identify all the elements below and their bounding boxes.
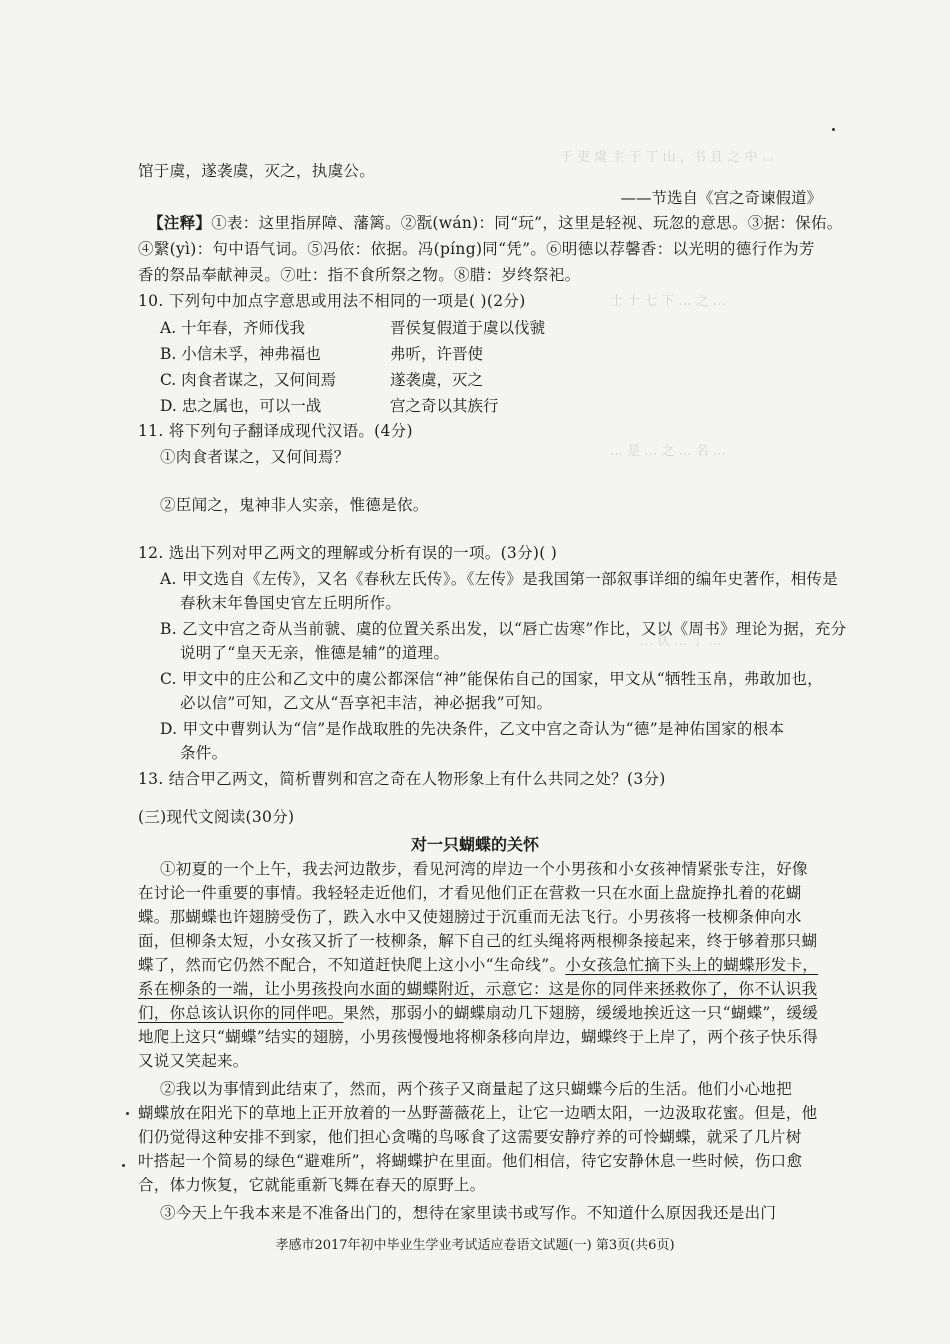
q10-option-c-right: 遂袭虞，灭之: [390, 371, 484, 389]
scan-speck: [122, 1164, 125, 1167]
q10-option-d-right: 宫之奇以其族行: [390, 397, 499, 415]
notes-text-1: ①表：这里指屏障、藩篱。②翫(wán)：同“玩”，这里是轻视、玩忽的意思。③据：保佑。: [211, 214, 843, 232]
q10-option-a-right: 晋侯复假道于虞以伐虢: [390, 319, 546, 337]
question-12-stem: 12. 选出下列对甲乙两文的理解或分析有误的一项。(3分)( ): [138, 544, 558, 562]
paragraph-1-line-mixed: [138, 1002, 818, 1024]
notes-line-3: 香的祭品奉献神灵。⑦吐：指不食所祭之物。⑧腊：岁终祭祀。: [138, 266, 581, 284]
bleed-through-text: … 是 … 之 … 名 …: [610, 444, 726, 459]
paragraph-1-text: 蝶了，然而它仍然不配合，不知道赶快爬上这小小“生命线”。: [138, 956, 566, 974]
q12-line: 条件。: [180, 744, 228, 762]
paragraph-2-line: ②我以为事情到此结束了，然而，两个孩子又商量起了这只蝴蝶今后的生活。他们小心地把: [160, 1080, 793, 1098]
passage-source: ——节选自《宫之奇谏假道》: [620, 189, 822, 207]
q10-option-d-left: D. 忠之属也，可以一战: [160, 397, 322, 415]
scan-speck: [832, 128, 835, 131]
q12-line: 春秋末年鲁国史官左丘明所作。: [180, 594, 402, 612]
paragraph-2-line: 蝴蝶放在阳光下的草地上正开放着的一丛野蔷薇花上，让它一边晒太阳，一边汲取花蜜。但是，他: [138, 1104, 818, 1122]
underlined-sentence-part-3: 们，你总该认识你的同伴吧。: [138, 1004, 344, 1022]
paragraph-1-line: 又说又笑起来。: [138, 1052, 249, 1070]
paragraph-3-line: ③今天上午我本来是不准备出门的，想待在家里读书或写作。不知道什么原因我还是出门: [160, 1204, 777, 1222]
notes-line-1: [148, 212, 843, 234]
q10-option-c-left: C. 肉食者谋之，又何间焉: [160, 371, 337, 389]
paragraph-1-line: 在讨论一件重要的事情。我轻轻走近他们，才看见他们正在营救一只在水面上盘旋挣扎着的花蝴: [138, 884, 802, 902]
bleed-through-text: 于 吏 虞 主 于 丁 山 ，书 且 之 中 …: [560, 150, 775, 165]
q11-item-1: ①肉食者谋之，又何间焉？: [160, 448, 350, 466]
q12-line: 说明了“皇天无亲，惟德是辅”的道理。: [180, 644, 450, 662]
q12-line: B. 乙文中宫之奇从当前虢、虞的位置关系出发，以“唇亡齿寒”作比，又以《周书》理论为据，充分: [160, 620, 847, 638]
question-10-stem: 10. 下列句中加点字意思或用法不相同的一项是( )(2分): [138, 292, 526, 310]
paragraph-1-line: 面，但柳条太短，小女孩又折了一枝柳条，解下自己的红头绳将两根柳条接起来，终于够着那只蝴: [138, 932, 818, 950]
underlined-sentence-part-2: [138, 978, 818, 1000]
paragraph-1-text-tail: 果然，那弱小的蝴蝶扇动几下翅膀，缓缓地挨近这一只“蝴蝶”，缓缓: [343, 1004, 819, 1022]
paragraph-2-line: 合，体力恢复，它就能重新飞舞在春天的原野上。: [138, 1176, 486, 1194]
question-13-stem: 13. 结合甲乙两文，简析曹刿和宫之奇在人物形象上有什么共同之处？(3分): [138, 770, 666, 788]
passage-closing-line: 馆于虞，遂袭虞，灭之，执虞公。: [138, 162, 376, 180]
paragraph-2-line: 叶搭起一个简易的绿色“避难所”，将蝴蝶护在里面。他们相信，待它安静休息一些时候，伤口愈: [138, 1152, 803, 1170]
question-11-stem: 11. 将下列句子翻译成现代汉语。(4分): [138, 422, 413, 440]
q10-option-b-right: 弗听，许晋使: [390, 345, 484, 363]
q12-line: A. 甲文选自《左传》，又名《春秋左氏传》。《左传》是我国第一部叙事详细的编年史著作，相传是: [160, 570, 839, 588]
paragraph-1-line: ①初夏的一个上午，我去河边散步，看见河湾的岸边一个小男孩和小女孩神情紧张专注，好像: [160, 860, 808, 878]
q12-line: C. 甲文中的庄公和乙文中的虞公都深信“神”能保佑自己的国家，甲文从“牺牲玉帛，弗敢加也，: [160, 670, 823, 688]
q10-option-b-left: B. 小信未孚，神弗福也: [160, 345, 321, 363]
notes-label: 【注释】: [148, 213, 212, 232]
underlined-text: 系在柳条的一端，让小男孩投向水面的蝴蝶附近，示意它：这是你的同伴来拯救你了，你不认识我: [138, 980, 818, 998]
article-title: 对一只蝴蝶的关怀: [410, 835, 539, 854]
q10-option-a-left: A. 十年春，齐师伐我: [160, 319, 306, 337]
q12-line: 必以信”可知，乙文从“吾享祀丰洁，神必据我”可知。: [180, 694, 553, 712]
scan-speck: [126, 1112, 129, 1115]
paragraph-1-line-with-underline: [138, 954, 818, 976]
bleed-through-text: 士 十 七 下 … 之 …: [610, 294, 726, 309]
q11-item-2: ②臣闻之，鬼神非人实亲，惟德是依。: [160, 496, 429, 514]
page-footer: 孝感市2017年初中毕业生学业考试适应卷语文试题(一) 第3页(共6页): [275, 1238, 675, 1253]
paragraph-1-line: 地爬上这只“蝴蝶”结实的翅膀，小男孩慢慢地将柳条移向岸边，蝴蝶终于上岸了，两个孩子快乐得: [138, 1028, 819, 1046]
section-heading: (三)现代文阅读(30分): [138, 808, 295, 826]
underlined-sentence-part-1: 小女孩急忙摘下头上的蝴蝶形发卡，: [565, 956, 819, 974]
q12-line: D. 甲文中曹刿认为“信”是作战取胜的先决条件，乙文中宫之奇认为“德”是神佑国家的根本: [160, 720, 785, 738]
notes-line-2: ④繄(yì)：句中语气词。⑤冯依：依据。冯(píng)同“凭”。⑥明德以荐馨香：以光明的德行作为芳: [138, 240, 815, 258]
bleed-through-text: … 认 … 了 …: [640, 634, 722, 649]
paragraph-1-line: 蝶。那蝴蝶也许翅膀受伤了，跌入水中又使翅膀过于沉重而无法飞行。小男孩将一枝柳条伸向水: [138, 908, 802, 926]
paragraph-2-line: 们仍觉得这种安排不到家，他们担心贪嘴的鸟啄食了这需要安静疗养的可怜蝴蝶，就采了几片树: [138, 1128, 802, 1146]
